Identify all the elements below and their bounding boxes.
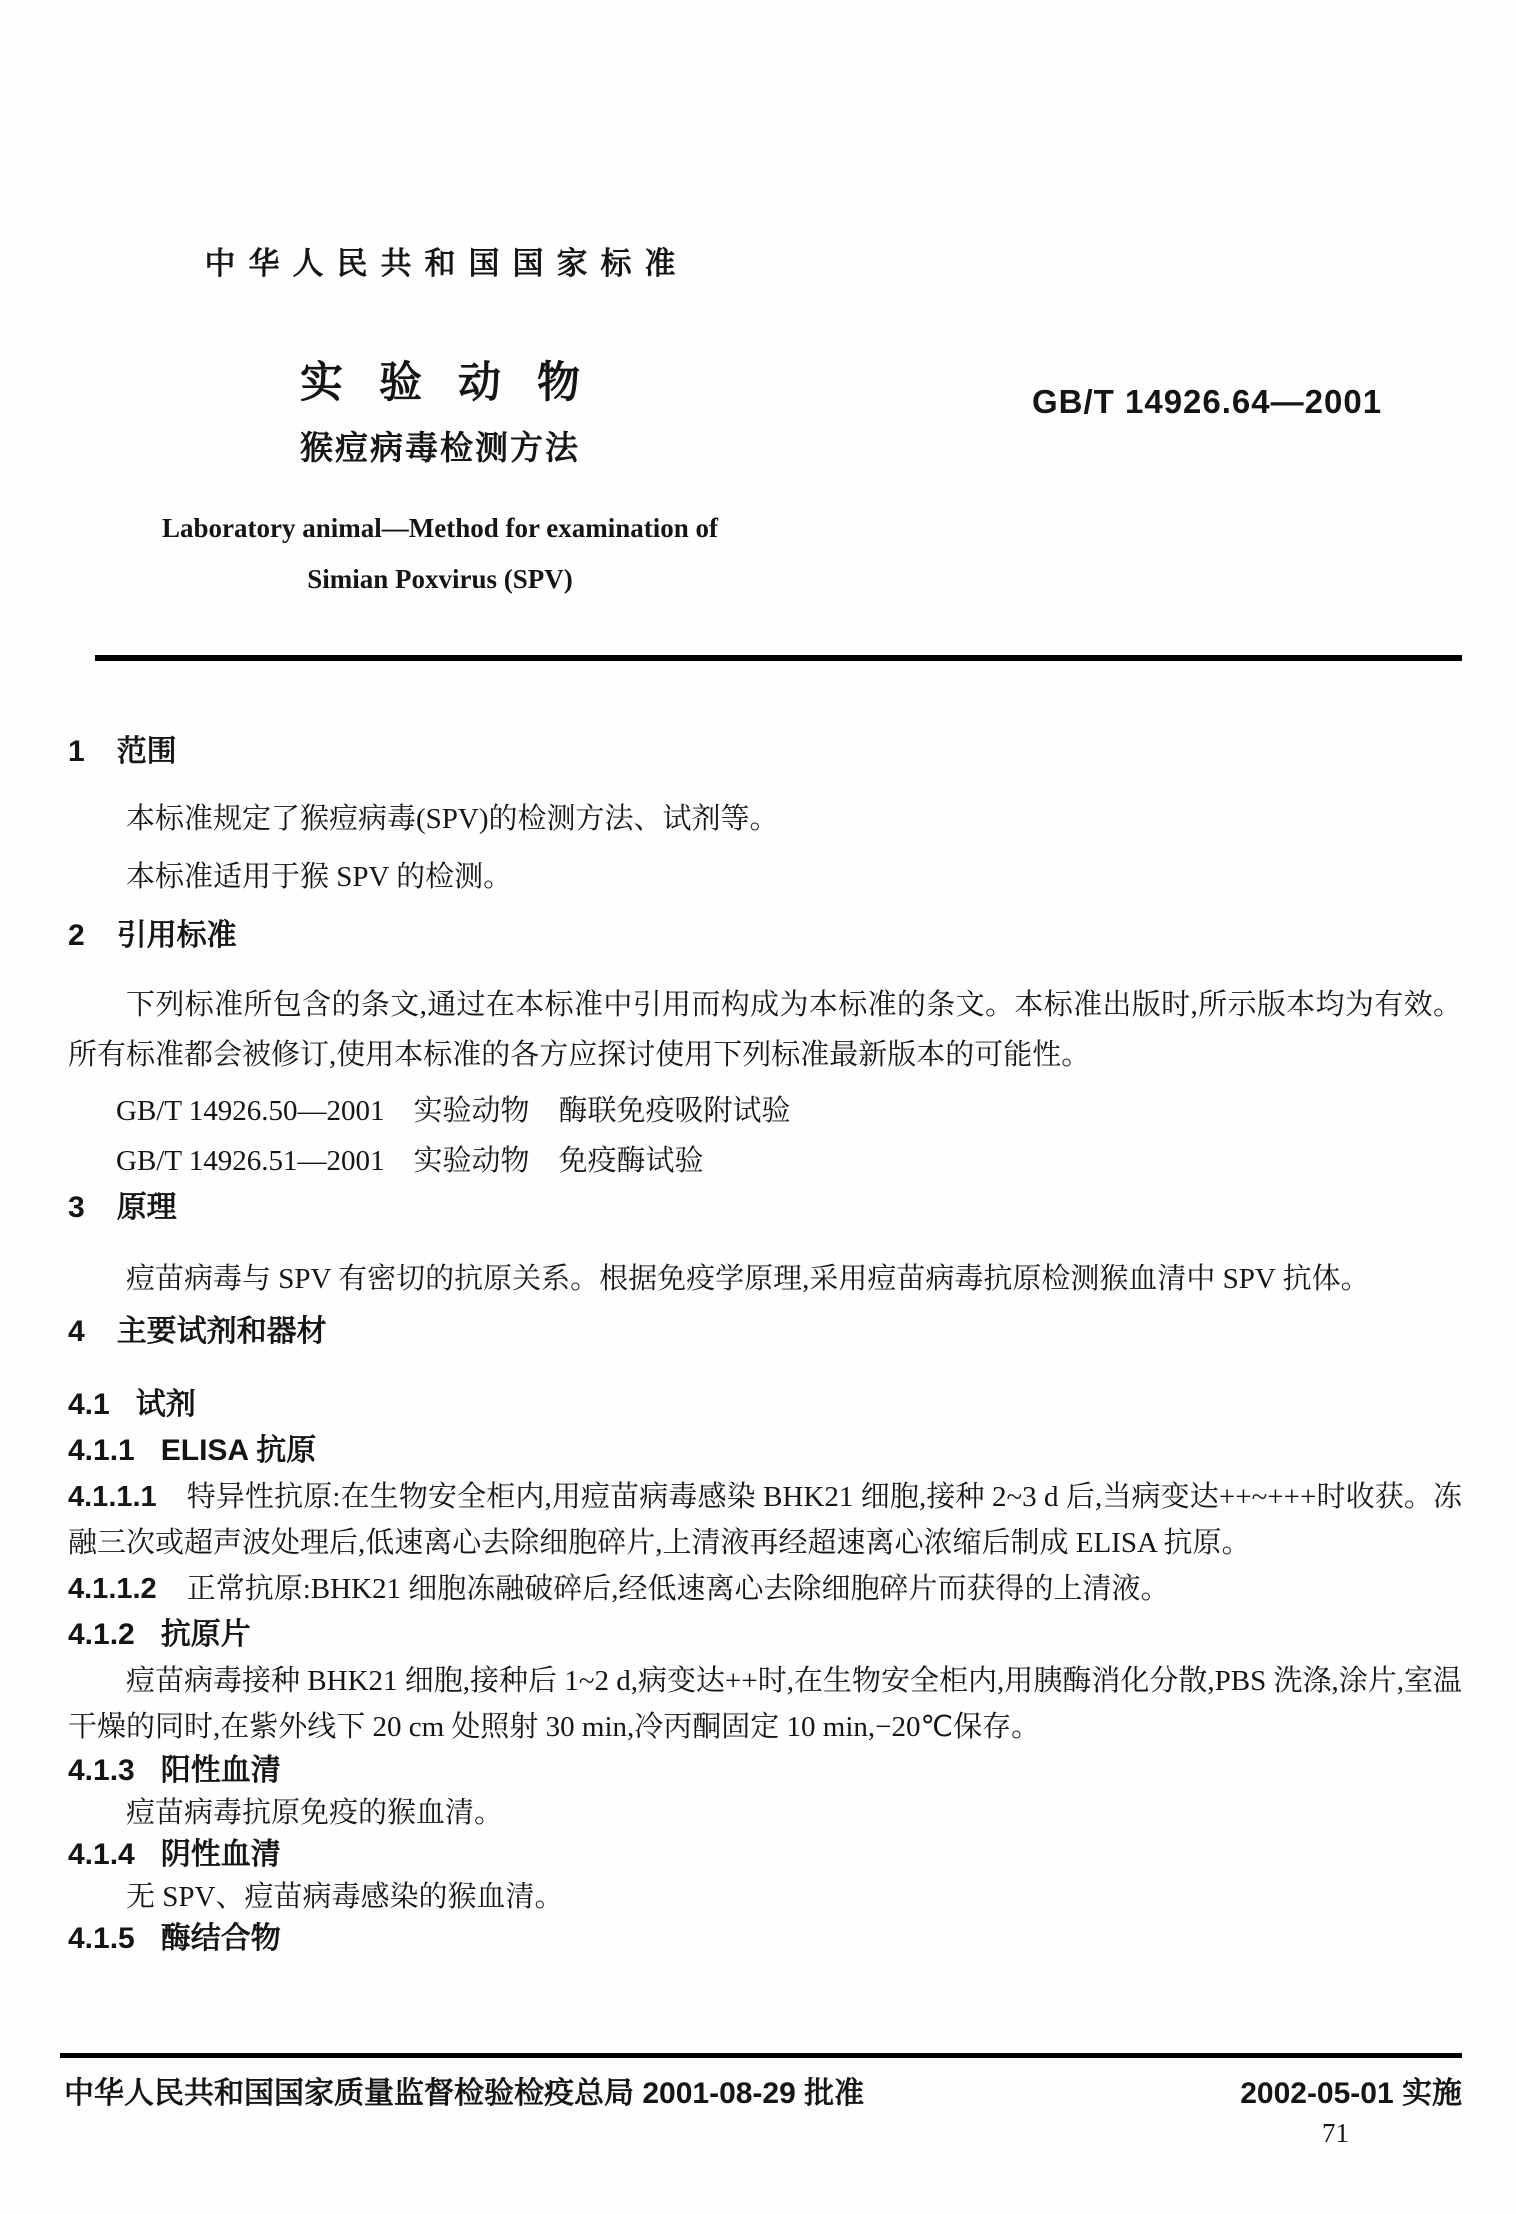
subsection-number: 4.1.5 <box>68 1922 135 1955</box>
section-number: 1 <box>68 735 85 768</box>
paragraph-scope-2: 本标准适用于猴 SPV 的检测。 <box>126 861 513 893</box>
subsection-4-1-1-heading <box>68 1428 1462 1474</box>
paragraph-antigen-slide: 痘苗病毒接种 BHK21 细胞,接种后 1~2 d,病变达++时,在生物安全柜内,用胰酶消化分散,PBS 洗涤,涂片,室温干燥的同时,在紫外线下 20 cm 处照射 30 min,冷丙酮固定 10 min,−20℃保存。 <box>68 1665 1462 1743</box>
section-title: 原理 <box>116 1191 177 1224</box>
subsection-4-1-heading <box>68 1382 1462 1428</box>
clause-number: 4.1.1.2 <box>68 1573 157 1605</box>
section-title: 引用标准 <box>116 919 237 952</box>
subsection-title: 试剂 <box>135 1388 196 1421</box>
subsection-4-1-3-heading <box>68 1750 1462 1792</box>
section-number: 2 <box>68 919 85 952</box>
subsection-title: 阳性血清 <box>160 1754 281 1787</box>
section-title: 主要试剂和器材 <box>116 1315 327 1348</box>
clause-4-1-1-2 <box>68 1566 1462 1612</box>
english-title-line-1: Laboratory animal—Method for examination of <box>162 513 718 543</box>
clause-number: 4.1.1.1 <box>68 1481 157 1513</box>
subsection-4-1-4-heading <box>68 1834 1462 1876</box>
paragraph-negative-serum: 无 SPV、痘苗病毒感染的猴血清。 <box>126 1881 564 1913</box>
footer-divider <box>60 2053 1462 2058</box>
section-number: 3 <box>68 1191 85 1224</box>
subsection-number: 4.1.1 <box>68 1434 135 1467</box>
doc-subtitle-cn: 猴痘病毒检测方法 <box>300 429 580 466</box>
section-3-heading <box>68 1190 1462 1226</box>
clause-text: 正常抗原:BHK21 细胞冻融破碎后,经低速离心去除细胞碎片而获得的上清液。 <box>186 1573 1170 1605</box>
section-4-heading <box>68 1314 1462 1350</box>
paragraph-references-intro: 下列标准所包含的条文,通过在本标准中引用而构成为本标准的条文。本标准出版时,所示版本均为有效。所有标准都会被修订,使用本标准的各方应探讨使用下列标准最新版本的可能性。 <box>68 989 1462 1071</box>
clause-text: 特异性抗原:在生物安全柜内,用痘苗病毒感染 BHK21 细胞,接种 2~3 d 后,当病变达++~+++时收获。冻融三次或超声波处理后,低速离心去除细胞碎片,上清液再经超速离心浓缩后制成 ELISA 抗原。 <box>68 1481 1462 1559</box>
subsection-title: 酶结合物 <box>160 1922 281 1955</box>
subsection-number: 4.1.3 <box>68 1754 135 1787</box>
subsection-title: 阴性血清 <box>160 1838 281 1871</box>
header-block <box>90 0 790 595</box>
reference-item-2: GB/T 14926.51—2001 实验动物 免疫酶试验 <box>116 1145 704 1177</box>
subsection-4-1-5-heading <box>68 1918 1462 1960</box>
reference-item-1: GB/T 14926.50—2001 实验动物 酶联免疫吸附试验 <box>116 1095 791 1127</box>
subsection-number: 4.1.4 <box>68 1838 135 1871</box>
paragraph-scope-1: 本标准规定了猴痘病毒(SPV)的检测方法、试剂等。 <box>126 803 779 835</box>
subsection-4-1-2-heading <box>68 1612 1462 1658</box>
section-number: 4 <box>68 1315 85 1348</box>
section-2-heading <box>68 918 1462 954</box>
subsection-title: 抗原片 <box>160 1618 251 1651</box>
subsection-number: 4.1 <box>68 1388 110 1421</box>
header-divider <box>95 655 1462 661</box>
section-1-heading <box>68 734 1462 770</box>
footer-implementation: 2002-05-01 实施 <box>1240 2077 1462 2110</box>
clause-4-1-1-1 <box>68 1474 1462 1566</box>
subsection-number: 4.1.2 <box>68 1618 135 1651</box>
national-standard-title: 中华人民共和国国家标准 <box>204 246 689 281</box>
section-title: 范围 <box>116 735 177 768</box>
standard-number: GB/T 14926.64—2001 <box>1032 383 1383 420</box>
document-body <box>68 700 1462 1960</box>
paragraph-principle: 痘苗病毒与 SPV 有密切的抗原关系。根据免疫学原理,采用痘苗病毒抗原检测猴血清中 SPV 抗体。 <box>126 1263 1370 1295</box>
doc-title-cn: 实验动物 <box>300 359 616 407</box>
english-title-line-2: Simian Poxvirus (SPV) <box>307 564 573 594</box>
paragraph-positive-serum: 痘苗病毒抗原免疫的猴血清。 <box>126 1797 504 1829</box>
page-number: 71 <box>1322 2118 1349 2148</box>
subsection-title: ELISA 抗原 <box>160 1434 317 1467</box>
footer-approval: 中华人民共和国国家质量监督检验检疫总局 2001-08-29 批准 <box>64 2077 865 2110</box>
